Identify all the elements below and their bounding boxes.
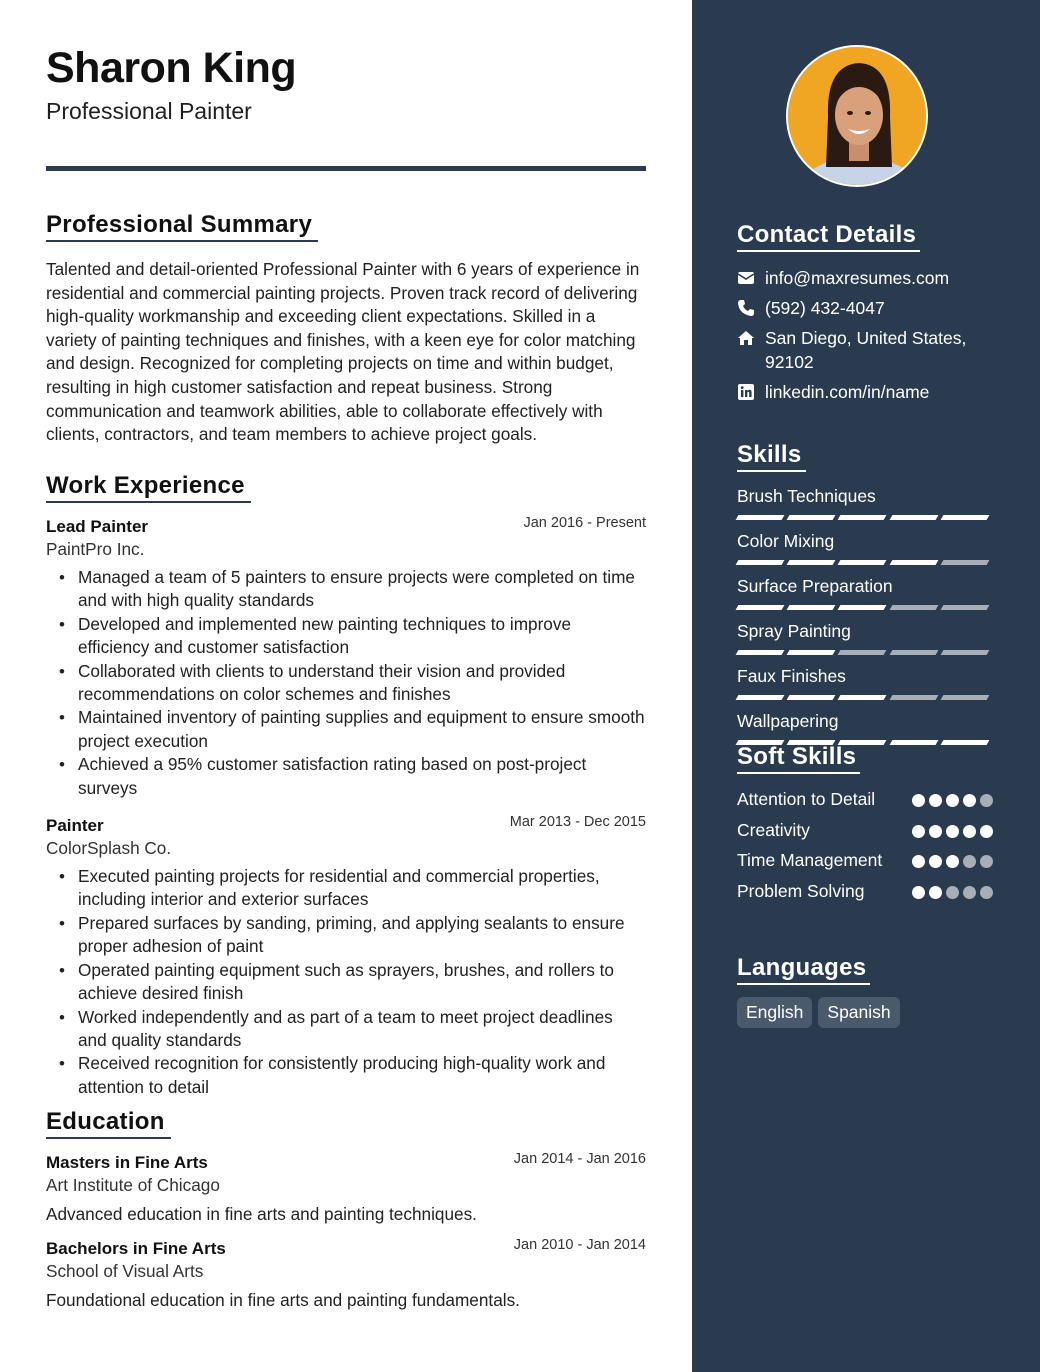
skill-name: Brush Techniques — [737, 486, 876, 506]
skill-level-segment — [838, 605, 887, 610]
skill-level-segment — [889, 560, 938, 565]
soft-skills-list — [737, 788, 993, 903]
edu-school: Art Institute of Chicago — [46, 1175, 220, 1195]
contact-address — [737, 326, 997, 374]
linkedin-text: linkedin.com/in/name — [765, 382, 930, 402]
avatar-portrait — [788, 47, 928, 187]
bullet-item: • Managed a team of 5 painters to ensure projects were completed on time and with high quality standards — [46, 566, 646, 613]
languages-section — [737, 953, 997, 1028]
rating-dot — [946, 794, 959, 807]
contact-heading: Contact Details — [737, 220, 920, 252]
soft-skill-row — [737, 849, 993, 873]
rating-dot — [980, 855, 993, 868]
edu-date: Jan 2014 - Jan 2016 — [513, 1151, 646, 1167]
work-section — [46, 471, 646, 1099]
skill-level-segment — [838, 650, 887, 655]
rating-dot — [980, 886, 993, 899]
soft-skill-rating — [908, 886, 993, 899]
contact-section — [737, 220, 997, 404]
skill-name: Wallpapering — [737, 711, 839, 731]
skills-section — [737, 440, 993, 756]
soft-skill-rating — [908, 855, 993, 868]
skill-level-bar — [737, 695, 993, 700]
rating-dot — [912, 855, 925, 868]
bullet-item: • Executed painting projects for residential and commercial properties, including interior and exterior surfaces — [46, 865, 646, 912]
soft-skill-name: Problem Solving — [737, 880, 865, 901]
skill-level-segment — [787, 695, 836, 700]
work-heading: Work Experience — [46, 471, 251, 503]
job-company: PaintPro Inc. — [46, 539, 145, 559]
skill-level-segment — [889, 605, 938, 610]
skill-level-segment — [787, 515, 836, 520]
education-entry — [46, 1153, 646, 1225]
skill-level-segment — [736, 650, 785, 655]
soft-skill-name: Creativity — [737, 819, 810, 840]
language-chip: English — [737, 997, 812, 1028]
rating-dot — [963, 794, 976, 807]
header-divider — [46, 166, 646, 171]
rating-dot — [963, 825, 976, 838]
skills-heading: Skills — [737, 440, 806, 472]
summary-text: Talented and detail-oriented Professional Painter with 6 years of experience in residential and commercial painting projects. Proven track record of delivering high-quality workmanship and exceeding client expectations. Skilled in a variety of painting techniques and finishes, with a keen eye for color matching and design. Recognized for completing projects on time and within budget, resulting in high customer satisfaction and repeat business. Strong communication and teamwork abilities, able to collaborate effectively with clients, contractors, and team members to achieve project goals. — [46, 259, 640, 445]
rating-dot — [946, 886, 959, 899]
skill-level-segment — [940, 560, 989, 565]
skill-level-segment — [940, 515, 989, 520]
education-entry — [46, 1239, 646, 1311]
skill-level-segment — [940, 605, 989, 610]
skill-level-segment — [736, 515, 785, 520]
contact-phone[interactable] — [737, 296, 997, 320]
bullet-item: • Achieved a 95% customer satisfaction rating based on post-project surveys — [46, 753, 646, 800]
phone-text: (592) 432-4047 — [765, 298, 885, 318]
rating-dot — [912, 825, 925, 838]
job-role: Painter — [46, 816, 104, 836]
job-date: Jan 2016 - Present — [523, 515, 646, 531]
skill-level-segment — [889, 515, 938, 520]
skill-level-segment — [787, 560, 836, 565]
skill-level-segment — [838, 695, 887, 700]
bullet-item: • Worked independently and as part of a team to meet project deadlines and quality standards — [46, 1006, 646, 1053]
bullet-item: • Maintained inventory of painting supplies and equipment to ensure smooth project execution — [46, 706, 646, 753]
address-text: San Diego, United States, 92102 — [765, 328, 967, 372]
bullet-item: • Prepared surfaces by sanding, priming, and applying sealants to ensure proper adhesion of paint — [46, 912, 646, 959]
rating-dot — [929, 794, 942, 807]
skill-level-segment — [787, 650, 836, 655]
rating-dot — [912, 794, 925, 807]
home-icon — [737, 329, 755, 347]
soft-skill-row — [737, 880, 993, 904]
job-bullets — [46, 566, 646, 800]
summary-section — [46, 210, 646, 447]
language-chip: Spanish — [818, 997, 899, 1028]
job-title: Professional Painter — [46, 98, 252, 124]
contact-list — [737, 266, 997, 404]
job-role: Lead Painter — [46, 517, 149, 536]
rating-dot — [929, 825, 942, 838]
bullet-item: • Collaborated with clients to understand their vision and provided recommendations on color schemes and finishes — [46, 660, 646, 707]
rating-dot — [929, 855, 942, 868]
education-heading: Education — [46, 1107, 171, 1139]
bullet-item: • Operated painting equipment such as sprayers, brushes, and rollers to achieve desired finish — [46, 959, 646, 1006]
skill-level-segment — [940, 650, 989, 655]
languages-list — [737, 997, 997, 1028]
skill-level-segment — [736, 695, 785, 700]
rating-dot — [980, 825, 993, 838]
phone-icon — [737, 299, 755, 317]
skill-level-segment — [889, 695, 938, 700]
rating-dot — [980, 794, 993, 807]
job-company: ColorSplash Co. — [46, 838, 172, 859]
rating-dot — [929, 886, 942, 899]
rating-dot — [946, 855, 959, 868]
skill-name: Color Mixing — [737, 531, 835, 551]
skill-level-segment — [838, 515, 887, 520]
edu-date: Jan 2010 - Jan 2014 — [513, 1237, 646, 1253]
edu-description: Foundational education in fine arts and painting fundamentals. — [46, 1290, 520, 1310]
skill-level-bar — [737, 605, 993, 610]
skill-name: Surface Preparation — [737, 576, 893, 596]
email-text: info@maxresumes.com — [765, 268, 950, 288]
job-bullets — [46, 865, 646, 1099]
education-section — [46, 1107, 646, 1311]
edu-school: School of Visual Arts — [46, 1261, 204, 1281]
skill-name: Faux Finishes — [737, 666, 846, 686]
skill-level-segment — [940, 695, 989, 700]
envelope-icon — [737, 269, 755, 287]
rating-dot — [963, 855, 976, 868]
soft-skill-name: Attention to Detail — [737, 789, 876, 809]
skill-level-segment — [787, 605, 836, 610]
rating-dot — [963, 886, 976, 899]
avatar — [786, 45, 928, 187]
soft-skill-name: Time Management — [737, 850, 883, 870]
soft-skill-row — [737, 788, 993, 812]
soft-skill-rating — [908, 825, 993, 838]
skill-level-bar — [737, 650, 993, 655]
skill-level-bar — [737, 515, 993, 520]
contact-email[interactable] — [737, 266, 997, 290]
skill-level-segment — [736, 605, 785, 610]
edu-degree: Masters in Fine Arts — [46, 1153, 208, 1172]
skills-list — [737, 486, 993, 745]
soft-skill-row — [737, 819, 993, 843]
rating-dot — [912, 886, 925, 899]
rating-dot — [946, 825, 959, 838]
skill-level-segment — [736, 560, 785, 565]
linkedin-icon — [737, 383, 755, 401]
skill-level-segment — [889, 650, 938, 655]
bullet-item: • Developed and implemented new painting techniques to improve efficiency and customer satisfaction — [46, 613, 646, 660]
bullet-item: • Received recognition for consistently producing high-quality work and attention to detail — [46, 1052, 646, 1099]
contact-linkedin[interactable] — [737, 380, 997, 404]
edu-degree: Bachelors in Fine Arts — [46, 1239, 226, 1258]
skill-level-bar — [737, 560, 993, 565]
languages-heading: Languages — [737, 953, 870, 985]
edu-description: Advanced education in fine arts and painting techniques. — [46, 1204, 477, 1224]
summary-heading: Professional Summary — [46, 210, 318, 242]
soft-skills-heading: Soft Skills — [737, 742, 860, 774]
soft-skills-section — [737, 742, 993, 910]
soft-skill-rating — [908, 794, 993, 807]
skill-level-segment — [838, 560, 887, 565]
candidate-name: Sharon King — [46, 44, 297, 92]
job-date: Mar 2013 - Dec 2015 — [509, 814, 646, 831]
job-entry — [46, 816, 646, 1099]
job-entry — [46, 517, 646, 800]
skill-name: Spray Painting — [737, 621, 851, 641]
